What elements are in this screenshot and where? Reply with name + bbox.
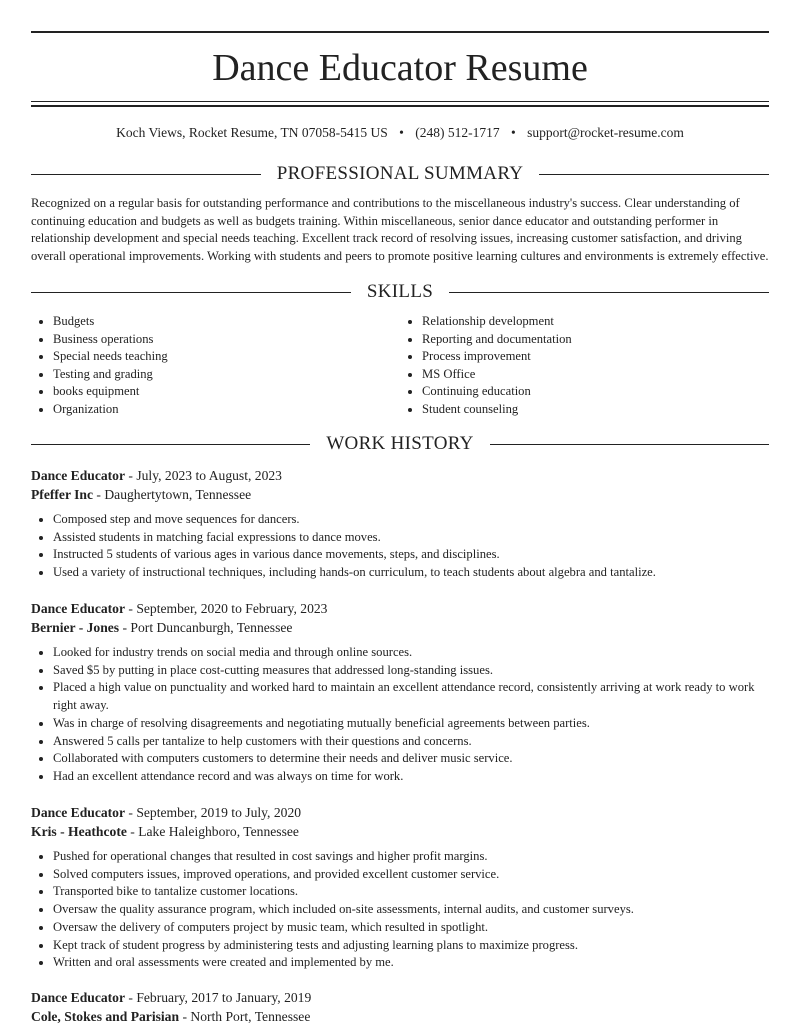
job-entry	[31, 599, 769, 786]
job-title: Dance Educator	[31, 990, 126, 1005]
job-bullet: • Instructed 5 students of various ages in various dance movements, steps, and disciplines.	[53, 546, 769, 564]
job-title: Dance Educator	[31, 468, 126, 483]
job-bullet: • Used a variety of instructional techniques, including hands-on curriculum, to teach students about algebra and tantalize.	[53, 564, 769, 582]
job-bullet: • Looked for industry trends on social media and through online sources.	[53, 644, 769, 662]
work-history-heading-label: WORK HISTORY	[326, 433, 474, 454]
skills-column-left	[31, 313, 400, 419]
job-bullet: • Composed step and move sequences for dancers.	[53, 511, 769, 529]
heading-rule-right	[539, 174, 769, 175]
top-rule	[31, 31, 769, 33]
job-bullet: • Had an excellent attendance record and was always on time for work.	[53, 768, 769, 786]
skills-column-right	[400, 313, 769, 419]
job-dates: - February, 2017 to January, 2019	[125, 990, 312, 1005]
skill-item: • Reporting and documentation	[422, 331, 769, 349]
heading-rule-left	[31, 292, 351, 293]
job-company-line	[31, 1007, 769, 1026]
heading-rule-right	[490, 444, 769, 445]
job-company: Bernier - Jones	[31, 620, 120, 635]
contact-separator: •	[399, 125, 404, 140]
contact-address: Koch Views, Rocket Resume, TN 07058-5415 US	[116, 125, 388, 140]
skill-item: • Budgets	[53, 313, 400, 331]
skill-item: • Business operations	[53, 331, 400, 349]
job-location: - Daughertytown, Tennessee	[93, 487, 252, 502]
skill-item: • books equipment	[53, 383, 400, 401]
skill-item: • Continuing education	[422, 383, 769, 401]
job-bullet: • Was in charge of resolving disagreements and negotiating mutually beneficial agreements between parties.	[53, 715, 769, 733]
skills-heading	[31, 280, 769, 304]
page-title: Dance Educator Resume	[212, 47, 588, 89]
skill-item: • Testing and grading	[53, 366, 400, 384]
contact-separator: •	[511, 125, 516, 140]
work-history-heading	[31, 432, 769, 456]
skill-item: • Special needs teaching	[53, 348, 400, 366]
skill-item: • MS Office	[422, 366, 769, 384]
job-bullet: • Written and oral assessments were created and implemented by me.	[53, 954, 769, 972]
job-location: - Port Duncanburgh, Tennessee	[119, 620, 293, 635]
contact-line	[31, 124, 769, 142]
job-company-line	[31, 618, 769, 637]
job-title: Dance Educator	[31, 805, 126, 820]
contact-phone: (248) 512-1717	[415, 125, 500, 140]
job-company-line	[31, 822, 769, 841]
job-entry	[31, 988, 769, 1026]
job-title: Dance Educator	[31, 601, 126, 616]
heading-rule-left	[31, 444, 310, 445]
job-bullet: • Solved computers issues, improved operations, and provided excellent customer service.	[53, 866, 769, 884]
skills-heading-label: SKILLS	[366, 281, 434, 302]
job-role-line	[31, 466, 769, 485]
heading-rule-left	[31, 174, 261, 175]
job-bullet: • Kept track of student progress by administering tests and adjusting learning plans to maximize progress.	[53, 937, 769, 955]
skill-item: • Student counseling	[422, 401, 769, 419]
job-company: Pfeffer Inc	[31, 487, 94, 502]
job-bullet: • Saved $5 by putting in place cost-cutting measures that addressed long-standing issues.	[53, 662, 769, 680]
job-bullets	[31, 848, 769, 972]
job-dates: - September, 2019 to July, 2020	[125, 805, 302, 820]
contact-email: support@rocket-resume.com	[527, 125, 684, 140]
job-bullet: • Transported bike to tantalize customer locations.	[53, 883, 769, 901]
job-bullet: • Oversaw the delivery of computers project by music team, which resulted in spotlight.	[53, 919, 769, 937]
skill-item: • Organization	[53, 401, 400, 419]
title-rule-thin	[31, 101, 769, 102]
job-role-line	[31, 988, 769, 1007]
skill-item: • Process improvement	[422, 348, 769, 366]
job-bullets	[31, 511, 769, 582]
skills-list	[31, 313, 769, 419]
job-role-line	[31, 599, 769, 618]
summary-text: Recognized on a regular basis for outstanding performance and contributions to the miscellaneous industry's success. Clear understanding of continuing education and budgets as well as budgets training. Within miscellaneous, senior dance educator and outstanding performer in relationship development and special needs teaching. Excellent track record of resolving issues, increasing customer satisfaction, and driving overall operational improvements. Working with students and peers to promote positive learning cultures and environments is extremely effective.	[31, 196, 769, 264]
job-bullet: • Oversaw the quality assurance program, which included on-site assessments, internal audits, and customer surveys.	[53, 901, 769, 919]
job-bullets	[31, 644, 769, 786]
heading-rule-right	[449, 292, 769, 293]
job-bullet: • Pushed for operational changes that resulted in cost savings and higher profit margins.	[53, 848, 769, 866]
title-rule-thick	[31, 105, 769, 107]
skill-item: • Relationship development	[422, 313, 769, 331]
job-entry	[31, 466, 769, 582]
job-entry	[31, 803, 769, 972]
job-company-line	[31, 485, 769, 504]
job-company: Kris - Heathcote	[31, 824, 127, 839]
job-dates: - July, 2023 to August, 2023	[125, 468, 282, 483]
job-role-line	[31, 803, 769, 822]
job-location: - North Port, Tennessee	[179, 1009, 311, 1024]
job-bullet: • Collaborated with computers customers to determine their needs and deliver music service.	[53, 750, 769, 768]
summary-heading	[31, 162, 769, 186]
job-company: Cole, Stokes and Parisian	[31, 1009, 180, 1024]
job-bullet: • Placed a high value on punctuality and worked hard to maintain an excellent attendance record, consistently arriving at work ready to work right away.	[53, 679, 769, 714]
summary-heading-label: PROFESSIONAL SUMMARY	[276, 163, 524, 184]
job-bullet: • Answered 5 calls per tantalize to help customers with their questions and concerns.	[53, 733, 769, 751]
job-bullet: • Assisted students in matching facial expressions to dance moves.	[53, 529, 769, 547]
job-location: - Lake Haleighboro, Tennessee	[126, 824, 299, 839]
job-dates: - September, 2020 to February, 2023	[125, 601, 328, 616]
